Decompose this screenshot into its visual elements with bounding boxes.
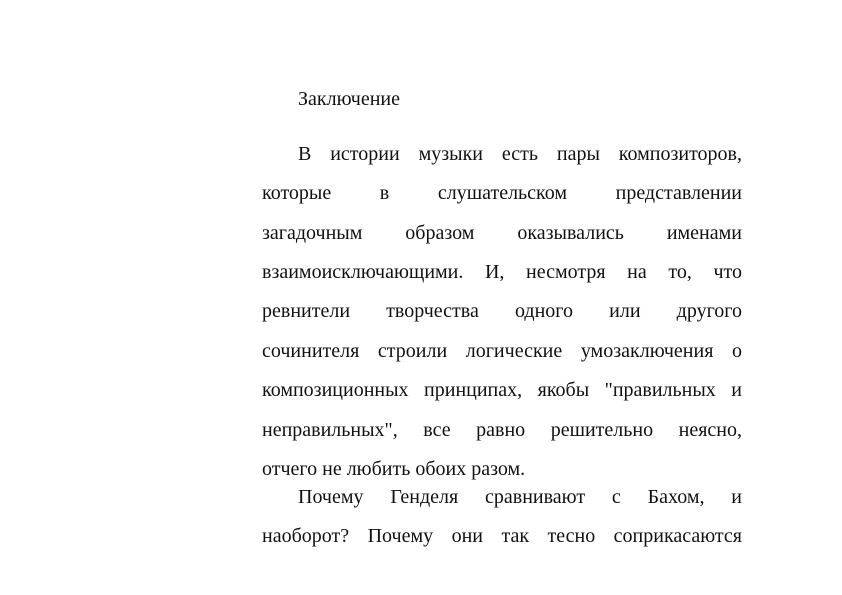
paragraph-2-line-1: Почему Генделя сравнивают с Бахом, и [298, 486, 742, 508]
paragraph-2-line-2: наоборот? Почему они так тесно соприкасаются [262, 525, 742, 547]
paragraph-1-line-2: которые в слушательском представлении [262, 182, 742, 204]
paragraph-1-line-1: В истории музыки есть пары композиторов, [298, 143, 742, 165]
paragraph-1-line-7: композиционных принципах, якобы "правильных и [262, 379, 742, 401]
paragraph-1-line-9: отчего не любить обоих разом. [262, 458, 526, 480]
paragraph-1-line-8: неправильных", все равно решительно неясно, [262, 419, 742, 441]
paragraph-1-line-6: сочинителя строили логические умозаключения о [262, 340, 742, 362]
paragraph-1-line-4: взаимоисключающими. И, несмотря на то, что [262, 261, 742, 283]
section-heading: Заключение [298, 88, 400, 110]
paragraph-1-line-3: загадочным образом оказывались именами [262, 222, 742, 244]
paragraph-1-line-5: ревнители творчества одного или другого [262, 300, 742, 322]
